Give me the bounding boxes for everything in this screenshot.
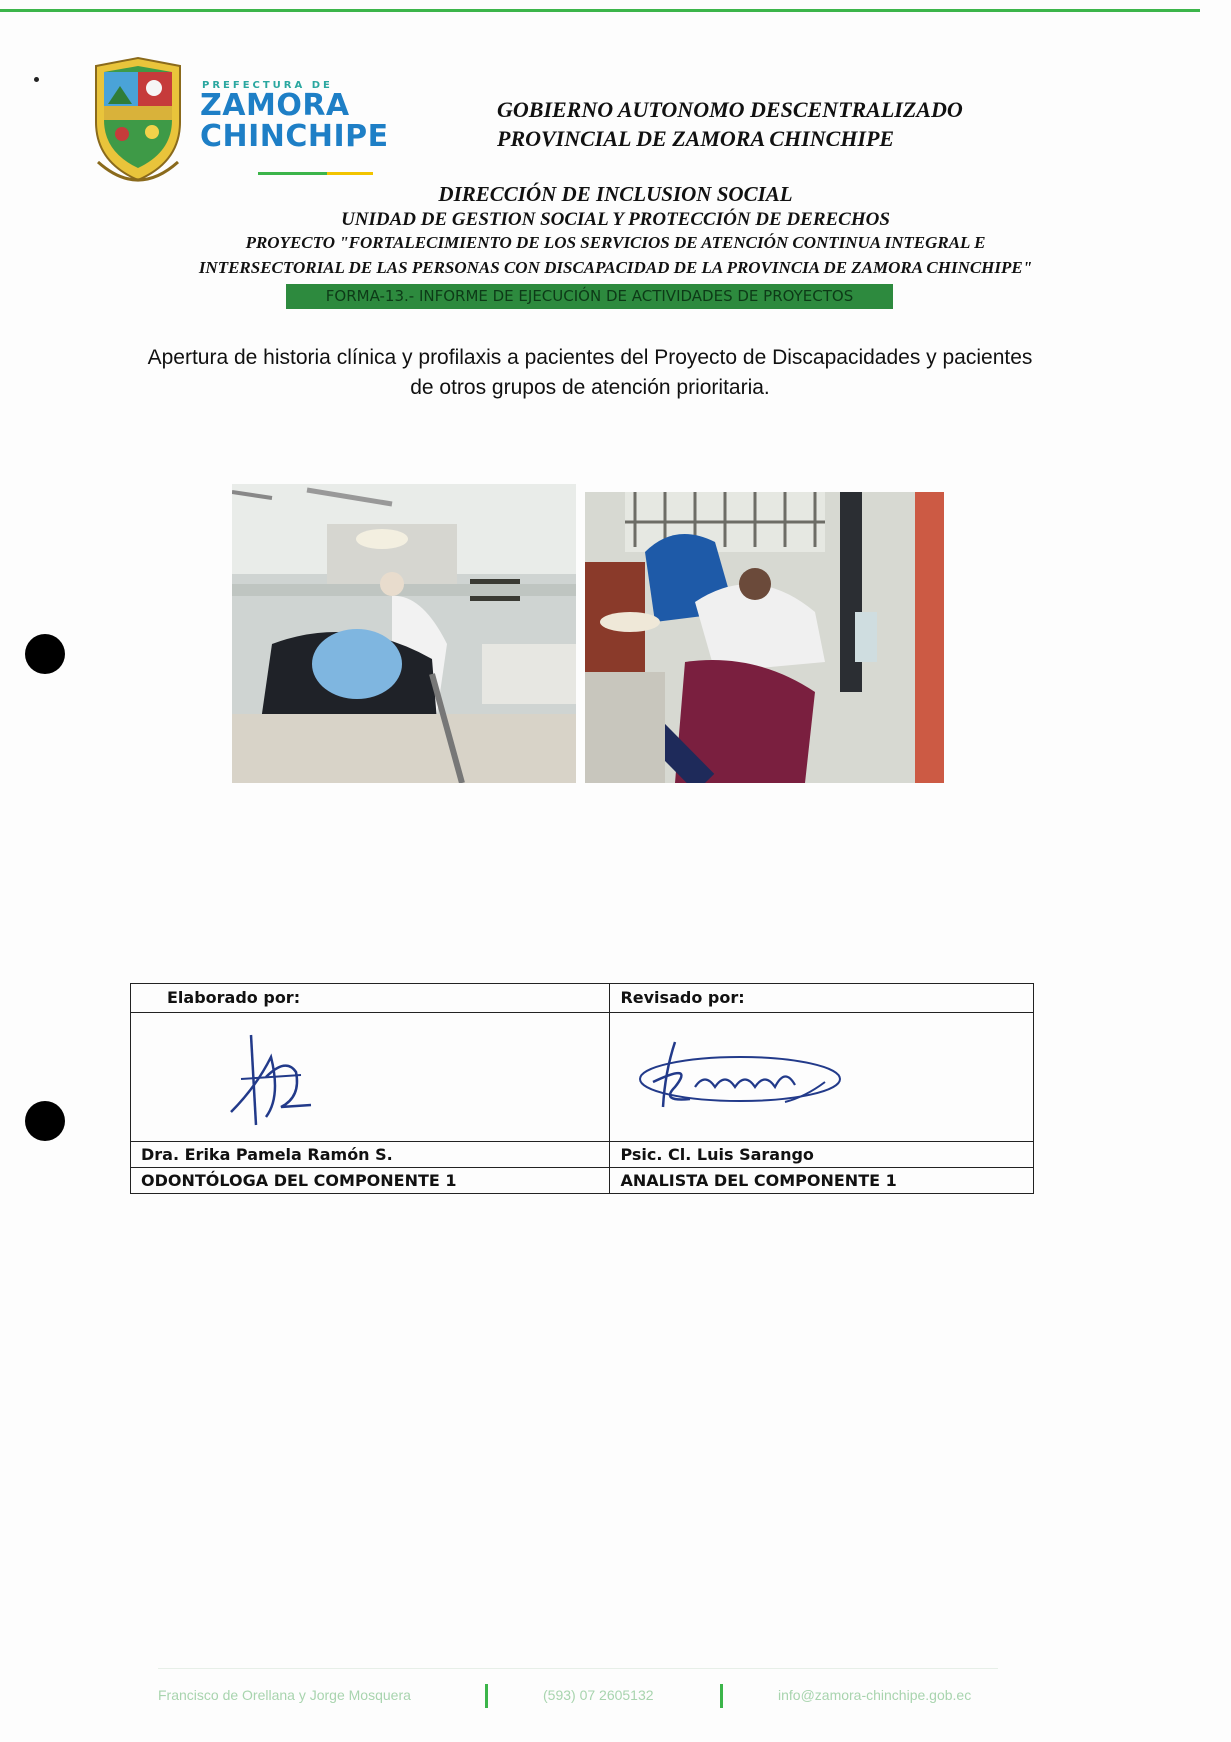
revisado-header: Revisado por:: [610, 984, 1034, 1013]
punch-hole-top: [25, 634, 65, 674]
forma-banner: FORMA-13.- INFORME DE EJECUCIÓN DE ACTIVIDADES DE PROYECTOS: [286, 284, 893, 309]
right-signature-cell: [610, 1012, 1034, 1141]
header-line-2: PROVINCIAL DE ZAMORA CHINCHIPE: [497, 126, 895, 151]
dental-photo-2: [585, 492, 944, 783]
signature-table: [130, 983, 1034, 1194]
institution-header: [497, 95, 963, 153]
footer-phone: (593) 07 2605132: [543, 1687, 654, 1703]
top-green-rule: [0, 9, 1200, 12]
footer-rule: [158, 1668, 998, 1669]
revisado-role: ANALISTA DEL COMPONENTE 1: [610, 1168, 1034, 1194]
footer-separator-1: [485, 1684, 488, 1708]
elaborado-header: Elaborado por:: [131, 984, 610, 1013]
prefectura-logo: [88, 52, 388, 192]
description-line-2: de otros grupos de atención prioritaria.: [410, 376, 770, 399]
activity-description: [140, 343, 1040, 403]
description-line-1: Apertura de historia clínica y profilaxis a pacientes del Proyecto de Discapacidades y pacientes: [147, 346, 1033, 369]
handwritten-signature-left: [211, 1017, 411, 1137]
revisado-name: Psic. Cl. Luis Sarango: [610, 1142, 1034, 1168]
logo-prefectura: PREFECTURA DE: [202, 80, 333, 91]
dental-photo-1: [232, 484, 576, 783]
footer-email: info@zamora-chinchipe.gob.ec: [778, 1687, 972, 1703]
elaborado-name: Dra. Erika Pamela Ramón S.: [131, 1142, 610, 1168]
scan-speck: [34, 77, 39, 82]
elaborado-role: ODONTÓLOGA DEL COMPONENTE 1: [131, 1168, 610, 1194]
handwritten-signature-right: [635, 1027, 855, 1127]
left-signature-cell: [131, 1012, 610, 1141]
proyecto-line-2: INTERSECTORIAL DE LAS PERSONAS CON DISCAPACIDAD DE LA PROVINCIA DE ZAMORA CHINCHIPE": [198, 258, 1033, 277]
logo-chinchipe: CHINCHIPE: [200, 119, 389, 154]
coat-of-arms-icon: [88, 52, 188, 192]
logo-underline: [258, 172, 373, 175]
footer-address: Francisco de Orellana y Jorge Mosquera: [158, 1687, 411, 1703]
punch-hole-bottom: [25, 1101, 65, 1141]
header-line-1: GOBIERNO AUTONOMO DESCENTRALIZADO: [497, 97, 963, 122]
footer-separator-2: [720, 1684, 723, 1708]
direccion-title: DIRECCIÓN DE INCLUSION SOCIAL: [438, 182, 793, 206]
unidad-title: UNIDAD DE GESTION SOCIAL Y PROTECCIÓN DE DERECHOS: [341, 209, 890, 230]
page-footer: [0, 1684, 1231, 1708]
proyecto-line-1: PROYECTO "FORTALECIMIENTO DE LOS SERVICIOS DE ATENCIÓN CONTINUA INTEGRAL E: [245, 233, 986, 252]
logo-zamora: ZAMORA: [200, 88, 350, 123]
